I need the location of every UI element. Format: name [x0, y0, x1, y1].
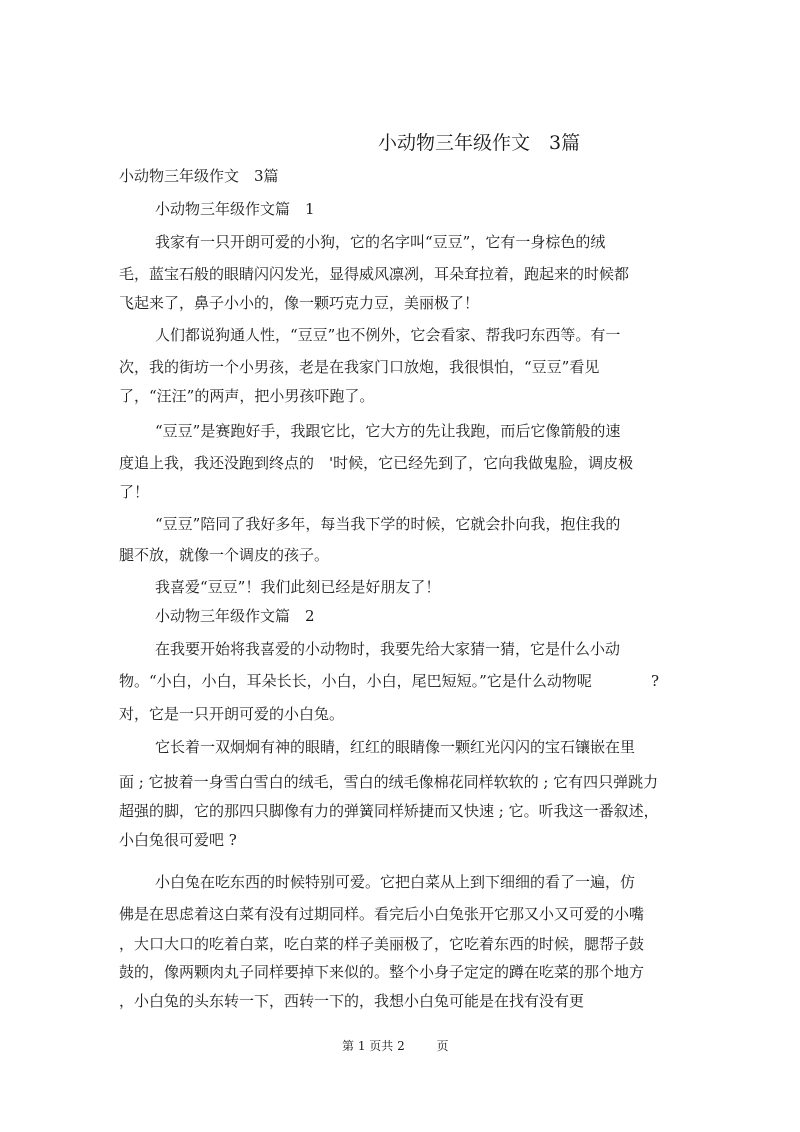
doc-line: 它长着一双炯炯有神的眼睛，红红的眼睛像一颗红光闪闪的宝石镶嵌在里 [155, 738, 636, 756]
doc-line: 鼓的，像两颗肉丸子同样要掉下来似的。整个小身子定定的蹲在吃菜的那个地方 [119, 963, 645, 981]
doc-line: 我喜爱“豆豆”！我们此刻已经是好朋友了！ [155, 578, 441, 596]
doc-line: ，大口大口的吃着白菜，吃白菜的样子美丽极了，它吃着东西的时候，腮帮子鼓 [119, 935, 645, 953]
page-footer [342, 1037, 449, 1054]
doc-line: 次，我的街坊一个小男孩，老是在我家门口放炮，我很惧怕，“豆豆”看见 [119, 358, 600, 376]
doc-line: 小动物三年级作文 3篇 [119, 167, 279, 185]
doc-line: ，小白兔的头东转一下，西转一下的，我想小白兔可能是在找有没有更 [119, 992, 585, 1010]
doc-line: 了，“汪汪”的两声，把小男孩吓跑了。 [119, 387, 375, 405]
doc-line: 佛是在思虑着这白菜有没有过期同样。看完后小白兔张开它那又小又可爱的小嘴 [119, 905, 645, 923]
document-title: 小动物三年级作文 3篇 [378, 132, 581, 154]
doc-line: 超强的脚，它的那四只脚像有力的弹簧同样矫捷而又快速 ; 它。听我这一番叙述， [119, 802, 659, 820]
doc-line: 小白兔在吃东西的时候特别可爱。它把白菜从上到下细细的看了一遍，仿 [155, 873, 636, 891]
doc-line: 了！ [119, 483, 150, 501]
doc-line: 腿不放，就像一个调皮的孩子。 [119, 546, 330, 564]
section-heading: 小动物三年级作文篇 1 [155, 200, 315, 218]
doc-line: 度追上我，我还没跑到终点的 '时候，它已经先到了，它向我做鬼脸，调皮极 [119, 454, 634, 472]
doc-line: “豆豆”是赛跑好手，我跟它比，它大方的先让我跑，而后它像箭般的速 [155, 422, 621, 440]
page-number-label: 第 1 页共 2 [342, 1039, 405, 1053]
doc-line: 飞起来了，鼻子小小的，像一颗巧克力豆，美丽极了！ [119, 294, 480, 312]
page-number-suffix: 页 [436, 1039, 449, 1053]
doc-line: 对，它是一只开朗可爱的小白兔。 [119, 705, 345, 723]
doc-line: ? [651, 672, 660, 690]
doc-line: 我家有一只开朗可爱的小狗，它的名字叫“豆豆”，它有一身棕色的绒 [155, 233, 606, 251]
doc-line: 物。“小白，小白，耳朵长长，小白，小白，尾巴短短。”它是什么动物呢 [119, 672, 592, 690]
doc-line: 小白兔很可爱吧 ? [119, 831, 237, 849]
doc-line: 面 ; 它披着一身雪白雪白的绒毛，雪白的绒毛像棉花同样软软的 ; 它有四只弹跳力 [119, 773, 659, 791]
doc-line: 人们都说狗通人性，“豆豆”也不例外，它会看家、帮我叼东西等。有一 [155, 326, 621, 344]
doc-line: 在我要开始将我喜爱的小动物时，我要先给大家猜一猜，它是什么小动 [155, 640, 621, 658]
section-heading: 小动物三年级作文篇 2 [155, 607, 315, 625]
doc-line: “豆豆”陪同了我好多年，每当我下学的时候，它就会扑向我，抱住我的 [155, 515, 621, 533]
doc-line: 毛，蓝宝石般的眼睛闪闪发光，显得威风凛冽，耳朵耷拉着，跑起来的时候都 [119, 265, 630, 283]
